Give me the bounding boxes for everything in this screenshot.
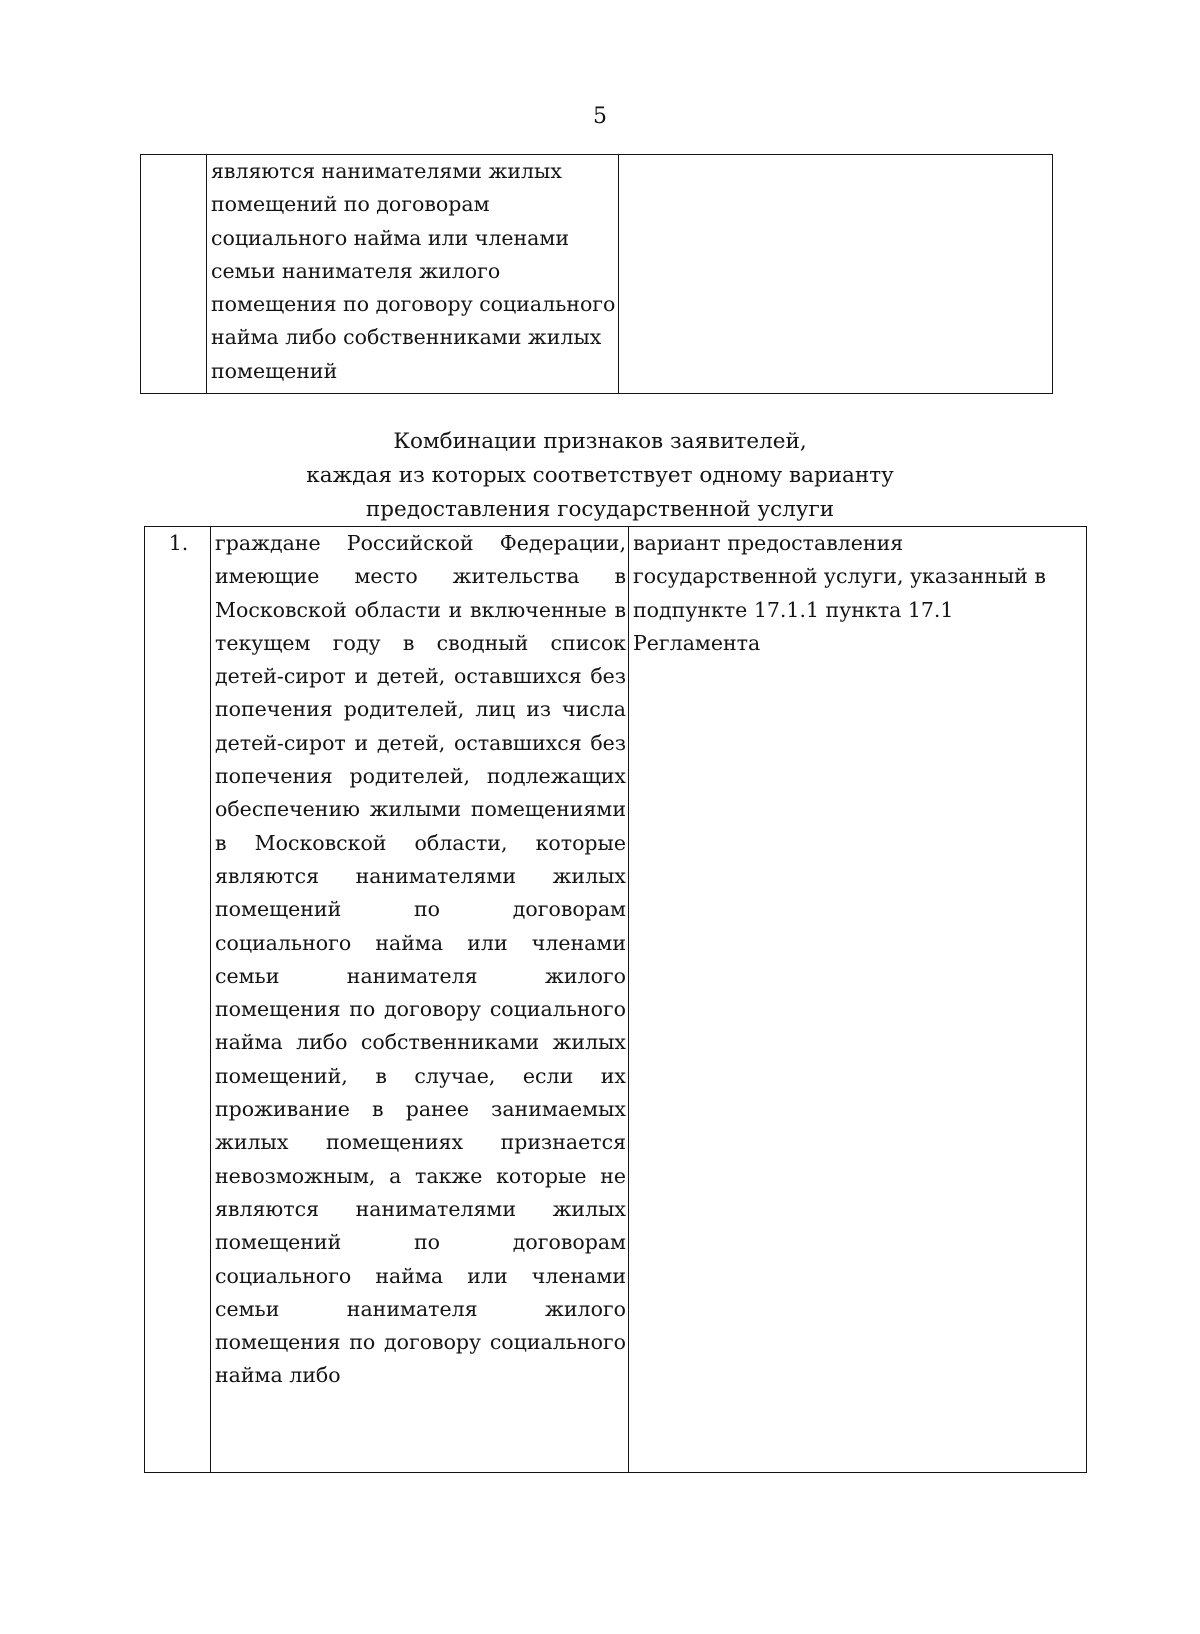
section-title-line-3: предоставления государственной услуги bbox=[365, 497, 835, 522]
criteria-table-continued bbox=[140, 154, 1053, 394]
row-number-cell: 1. bbox=[145, 527, 211, 1473]
result-cell: вариант предоставления государственной услуги, указанный в подпункте 17.1.1 пункта 17.1 Регламента bbox=[629, 527, 1087, 1473]
criteria-text-cell: граждане Российской Федерации, имеющие место жительства в Московской области и включенные в текущем году в сводный список детей-сирот и детей, оставшихся без попечения родителей, лиц из числа детей-сирот и детей, оставшихся без попечения родителей, подлежащих обеспечению жилыми помещениями в Московской области, которые являются нанимателями жилых помещений по договорам социального найма или членами семьи нанимателя жилого помещения по договору социального найма либо собственниками жилых помещений, в случае, если их проживание в ранее занимаемых жилых помещениях признается невозможным, а также которые не являются нанимателями жилых помещений по договорам социального найма или членами семьи нанимателя жилого помещения по договору социального найма либо bbox=[211, 527, 629, 1473]
section-title-line-2: каждая из которых соответствует одному варианту bbox=[306, 463, 894, 488]
table-row bbox=[141, 155, 1053, 394]
table-row bbox=[145, 527, 1087, 1473]
criteria-text-cell: являются нанимателями жилых помещений по договорам социального найма или членами семьи нанимателя жилого помещения по договору социального найма либо собственниками жилых помещений bbox=[207, 155, 619, 394]
page-number: 5 bbox=[593, 104, 607, 129]
section-title bbox=[0, 425, 1200, 527]
result-cell bbox=[619, 155, 1053, 394]
row-number-cell bbox=[141, 155, 207, 394]
combinations-table bbox=[144, 526, 1087, 1473]
section-title-line-1: Комбинации признаков заявителей, bbox=[393, 429, 807, 454]
